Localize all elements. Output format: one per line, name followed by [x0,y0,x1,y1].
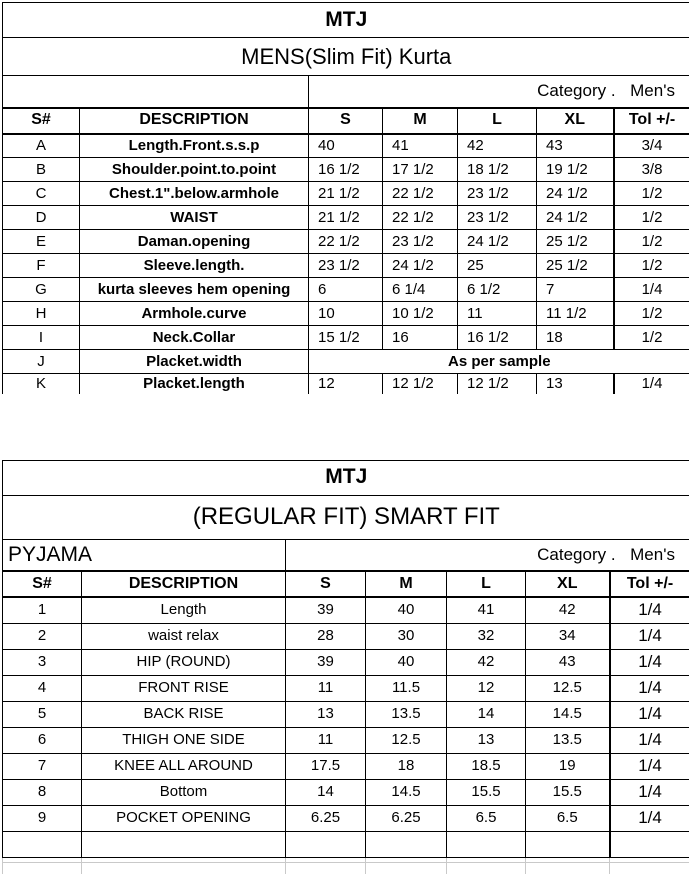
table1-category-left-cell [3,76,309,108]
table-row [3,134,689,158]
cell-size-m: 13.5 [366,701,447,727]
table-row [3,805,689,831]
table-row [3,649,689,675]
cell-serial: 4 [3,675,82,701]
table-row [3,831,689,857]
cell-size-s: 39 [286,649,366,675]
cell-size-l: 18 1/2 [458,158,537,182]
cell-description: Placket.width [80,350,309,374]
cell-size-m: 11.5 [366,675,447,701]
table-gap [2,394,689,460]
header-size-xl: XL [537,108,614,134]
clipped-cell [3,862,82,874]
clipped-cell [447,862,526,874]
cell-size-l: 13 [447,727,526,753]
table-row [3,326,689,350]
cell-size-s: 23 1/2 [309,254,383,278]
cell-size-s: 6 [309,278,383,302]
cell-serial: J [3,350,80,374]
cell-size-m: 41 [383,134,458,158]
cell-description: waist relax [82,623,286,649]
cell-description: Length.Front.s.s.p [80,134,309,158]
cell-tolerance: 1/4 [610,597,689,623]
category-value: Men's [630,81,675,101]
cell-size-l: 11 [458,302,537,326]
cell-tolerance: 1/2 [614,182,689,206]
cell-tolerance: 1/4 [610,753,689,779]
table-row [3,623,689,649]
cell-description: Daman.opening [80,230,309,254]
cell-serial [3,831,82,857]
cell-size-m: 16 [383,326,458,350]
header-size-s: S [286,571,366,597]
cell-size-m: 24 1/2 [383,254,458,278]
cell-serial: I [3,326,80,350]
cell-size-xl: 6.5 [526,805,610,831]
table-row [3,597,689,623]
cell-size-s: 10 [309,302,383,326]
cell-size-xl: 42 [526,597,610,623]
cell-description: FRONT RISE [82,675,286,701]
cell-size-l: 32 [447,623,526,649]
cell-tolerance: 1/4 [610,649,689,675]
clipped-cell [610,862,689,874]
cell-size-s: 13 [286,701,366,727]
table-row [3,182,689,206]
cell-serial: 1 [3,597,82,623]
cell-merged-note: As per sample [309,350,689,374]
cell-size-xl: 43 [537,134,614,158]
cell-description: Shoulder.point.to.point [80,158,309,182]
cell-size-xl: 7 [537,278,614,302]
table2-brand-title: MTJ [3,460,689,495]
cell-tolerance: 3/4 [614,134,689,158]
header-description: DESCRIPTION [80,108,309,134]
cell-size-xl: 24 1/2 [537,206,614,230]
header-tolerance: Tol +/- [614,108,689,134]
table1-category-cell [309,76,689,108]
cell-size-l: 25 [458,254,537,278]
cell-serial: C [3,182,80,206]
cell-size-m: 40 [366,597,447,623]
cell-size-l: 42 [447,649,526,675]
cell-description: BACK RISE [82,701,286,727]
header-size-xl: XL [526,571,610,597]
table-row [3,230,689,254]
cell-size-xl: 11 1/2 [537,302,614,326]
cell-size-m: 17 1/2 [383,158,458,182]
table-row [3,779,689,805]
cell-tolerance: 1/4 [610,779,689,805]
table-row [3,460,689,495]
header-size-m: M [366,571,447,597]
cell-size-l: 23 1/2 [458,182,537,206]
pyjama-label-cell: PYJAMA [3,539,286,571]
cell-tolerance: 1/2 [614,206,689,230]
cell-tolerance: 1/2 [614,326,689,350]
cell-size-s: 15 1/2 [309,326,383,350]
cell-size-m: 6 1/4 [383,278,458,302]
table-row [3,727,689,753]
cell-tolerance [610,831,689,857]
cell-size-m: 6.25 [366,805,447,831]
cell-size-m: 30 [366,623,447,649]
cell-size-s: 6.25 [286,805,366,831]
cell-size-m: 18 [366,753,447,779]
cell-serial: 3 [3,649,82,675]
cell-size-m: 14.5 [366,779,447,805]
cell-size-m: 23 1/2 [383,230,458,254]
cell-description: Placket.length [80,374,309,394]
cell-size-s: 11 [286,727,366,753]
header-serial: S# [3,108,80,134]
cell-serial: 7 [3,753,82,779]
cell-size-xl [526,831,610,857]
kurta-size-table [2,2,689,394]
cell-serial: K [3,374,80,394]
table-row [3,862,689,874]
cell-tolerance: 1/4 [610,701,689,727]
cell-description: POCKET OPENING [82,805,286,831]
header-tolerance: Tol +/- [610,571,689,597]
cell-size-xl: 13 [537,374,614,394]
cell-tolerance: 1/4 [610,623,689,649]
cell-description: kurta sleeves hem opening [80,278,309,302]
cell-description: Length [82,597,286,623]
cell-size-xl: 12.5 [526,675,610,701]
cell-size-l: 16 1/2 [458,326,537,350]
cell-size-xl: 18 [537,326,614,350]
cell-size-s: 22 1/2 [309,230,383,254]
table-row [3,38,689,76]
cell-size-l: 41 [447,597,526,623]
table2-subtitle: (REGULAR FIT) SMART FIT [3,495,689,539]
category-value: Men's [630,544,675,564]
table-row [3,675,689,701]
cell-size-xl: 19 [526,753,610,779]
cell-description: HIP (ROUND) [82,649,286,675]
table-header-row [3,108,689,134]
cell-serial: 6 [3,727,82,753]
cell-tolerance: 1/4 [610,675,689,701]
cell-size-l: 18.5 [447,753,526,779]
table-row [3,701,689,727]
cell-size-m: 22 1/2 [383,182,458,206]
cell-description: Sleeve.length. [80,254,309,278]
table-row [3,374,689,394]
table-row [3,206,689,230]
cell-size-l: 6.5 [447,805,526,831]
table-row [3,539,689,571]
cell-size-xl: 24 1/2 [537,182,614,206]
cell-size-l [447,831,526,857]
cell-tolerance: 1/2 [614,230,689,254]
table-row [3,495,689,539]
cell-serial: H [3,302,80,326]
cell-size-l: 14 [447,701,526,727]
cell-size-l: 42 [458,134,537,158]
cell-size-l: 23 1/2 [458,206,537,230]
cell-serial: A [3,134,80,158]
table-row [3,753,689,779]
header-description: DESCRIPTION [82,571,286,597]
cell-tolerance: 1/4 [610,805,689,831]
header-size-l: L [447,571,526,597]
cell-serial: E [3,230,80,254]
clipped-gridline-rows [3,857,689,874]
table-row [3,3,689,38]
table-row [3,278,689,302]
table2-category-cell [286,539,689,571]
cell-size-s: 14 [286,779,366,805]
cell-size-xl: 43 [526,649,610,675]
clipped-cell [526,862,610,874]
cell-size-m: 10 1/2 [383,302,458,326]
cell-size-s: 16 1/2 [309,158,383,182]
cell-size-s: 40 [309,134,383,158]
clipped-cell [286,862,366,874]
cell-size-s: 21 1/2 [309,182,383,206]
table-row [3,254,689,278]
table-row [3,302,689,326]
header-size-s: S [309,108,383,134]
cell-serial: 8 [3,779,82,805]
cell-tolerance: 3/8 [614,158,689,182]
cell-size-s: 21 1/2 [309,206,383,230]
cell-description: Armhole.curve [80,302,309,326]
table-header-row [3,571,689,597]
cell-tolerance: 1/2 [614,254,689,278]
cell-size-m: 40 [366,649,447,675]
cell-serial: 5 [3,701,82,727]
cell-description: KNEE ALL AROUND [82,753,286,779]
cell-size-l: 6 1/2 [458,278,537,302]
header-serial: S# [3,571,82,597]
cell-tolerance: 1/2 [614,302,689,326]
cell-size-xl: 15.5 [526,779,610,805]
cell-size-xl: 25 1/2 [537,230,614,254]
header-size-l: L [458,108,537,134]
cell-size-s: 12 [309,374,383,394]
cell-serial: D [3,206,80,230]
cell-size-s: 39 [286,597,366,623]
cell-size-l: 12 [447,675,526,701]
cell-serial: G [3,278,80,302]
table-row [3,350,689,374]
pyjama-size-table [2,460,689,875]
cell-size-xl: 34 [526,623,610,649]
cell-size-m: 22 1/2 [383,206,458,230]
cell-description: Bottom [82,779,286,805]
cell-size-m [366,831,447,857]
cell-size-s: 28 [286,623,366,649]
cell-size-s: 11 [286,675,366,701]
cell-serial: 2 [3,623,82,649]
category-label: Category . [537,81,616,101]
cell-serial: 9 [3,805,82,831]
cell-tolerance: 1/4 [614,374,689,394]
cell-size-xl: 14.5 [526,701,610,727]
cell-size-s: 17.5 [286,753,366,779]
cell-serial: B [3,158,80,182]
cell-size-l: 12 1/2 [458,374,537,394]
cell-size-xl: 19 1/2 [537,158,614,182]
table-row [3,158,689,182]
cell-size-xl: 13.5 [526,727,610,753]
cell-serial: F [3,254,80,278]
cell-size-s [286,831,366,857]
table1-brand-title: MTJ [3,3,689,38]
table1-subtitle: MENS(Slim Fit) Kurta [3,38,689,76]
cell-size-m: 12 1/2 [383,374,458,394]
cell-size-m: 12.5 [366,727,447,753]
clipped-cell [366,862,447,874]
cell-description: Neck.Collar [80,326,309,350]
cell-size-l: 24 1/2 [458,230,537,254]
category-label: Category . [537,544,616,564]
clipped-cell [82,862,286,874]
cell-size-l: 15.5 [447,779,526,805]
cell-tolerance: 1/4 [610,727,689,753]
cell-description: THIGH ONE SIDE [82,727,286,753]
cell-description: Chest.1".below.armhole [80,182,309,206]
header-size-m: M [383,108,458,134]
cell-size-xl: 25 1/2 [537,254,614,278]
cell-tolerance: 1/4 [614,278,689,302]
table-row [3,76,689,108]
cell-description: WAIST [80,206,309,230]
cell-description [82,831,286,857]
